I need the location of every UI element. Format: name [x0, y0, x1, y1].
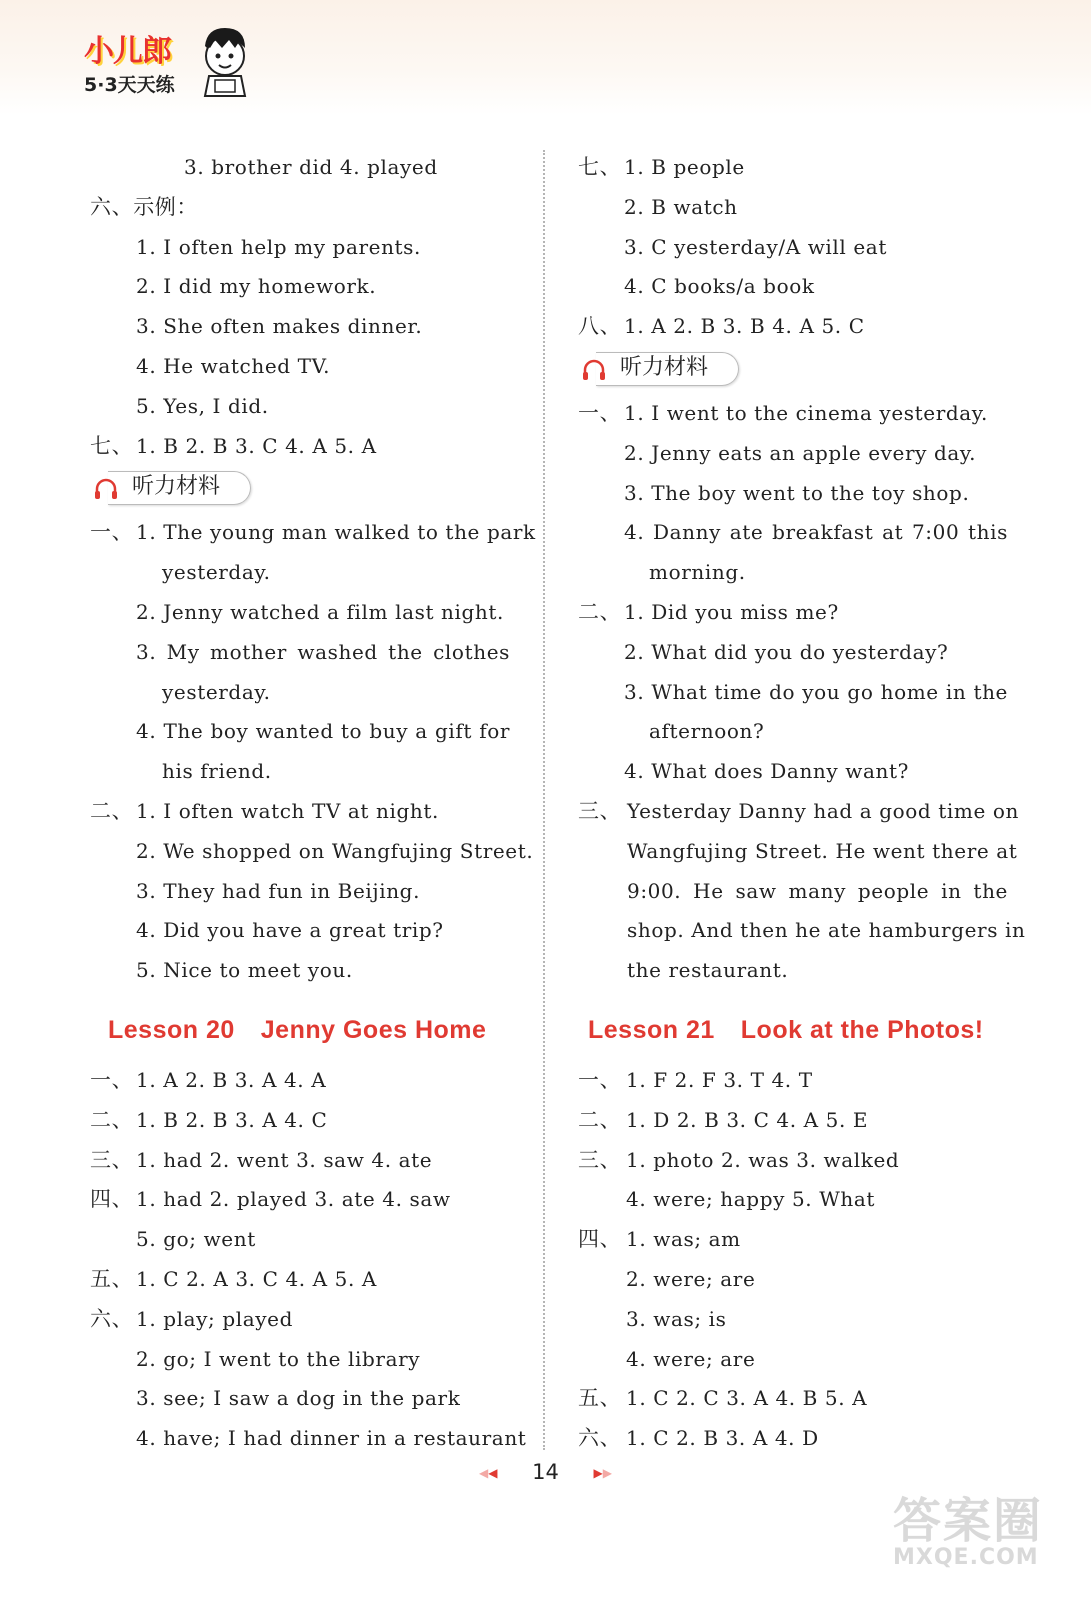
section-label: 三、 [90, 1147, 134, 1172]
section-label: 七、 [90, 433, 134, 458]
answer-text: 5. Yes, I did. [136, 393, 269, 418]
logo [84, 26, 175, 97]
answer-text: 2. B watch [624, 194, 738, 219]
answer-text: afternoon? [649, 719, 765, 744]
answer-text: yesterday. [162, 679, 271, 704]
lesson-number: Lesson 21 [588, 1015, 715, 1044]
answer-text: 4. He watched TV. [136, 353, 331, 378]
section-label: 三、 [578, 798, 622, 823]
right-column [578, 148, 1026, 1459]
headphone-icon [94, 478, 118, 504]
answer-text: 2. I did my homework. [136, 274, 377, 299]
lesson21-answers [578, 1061, 1018, 1459]
answer-text: 4. were; are [626, 1346, 756, 1371]
answer-text: 2. Jenny eats an apple every day. [624, 440, 977, 465]
answer-text: 1. B people [624, 155, 745, 179]
answer-row [90, 792, 520, 832]
answer-text: 5. go; went [136, 1227, 256, 1252]
headphone-icon [582, 359, 606, 385]
answer-row [578, 228, 1018, 268]
section-label: 四、 [90, 1187, 134, 1212]
answer-row [578, 872, 1018, 912]
answer-text: 4. What does Danny want? [624, 759, 909, 784]
answer-row [90, 673, 520, 713]
watermark-url: MXQE.COM [893, 1545, 1039, 1570]
answer-row [578, 1379, 1018, 1419]
lesson-title: Look at the Photos! [740, 1015, 984, 1044]
answer-row [578, 1419, 1018, 1459]
answer-row [90, 347, 520, 387]
lesson-title: Jenny Goes Home [260, 1015, 487, 1044]
answer-row [90, 148, 520, 188]
answer-row [578, 394, 1018, 434]
answer-text: Yesterday Danny had a good time on [627, 798, 1019, 823]
listening-material-tag [578, 347, 1018, 391]
tag-label: 听力材料 [132, 474, 221, 500]
answer-row [90, 1419, 527, 1459]
lesson-heading [578, 999, 1018, 1061]
section-label: 五、 [90, 1266, 134, 1291]
section-label: 五、 [578, 1386, 622, 1411]
answer-row [90, 513, 536, 553]
answer-text: 3. see; I saw a dog in the park [136, 1386, 461, 1411]
column-divider [543, 150, 545, 1450]
watermark-logo: 答案圈 [893, 1493, 1044, 1549]
answer-row [90, 1101, 520, 1141]
section-label: 六、 [578, 1426, 622, 1451]
mascot-icon [195, 24, 253, 102]
answer-row [578, 553, 1018, 593]
answer-text: 1. A 2. B 3. A 4. A [136, 1067, 327, 1092]
section-label: 三、 [578, 1147, 622, 1172]
answer-row [578, 1061, 1018, 1101]
answer-row [90, 593, 520, 633]
answer-text: shop. And then he ate hamburgers in [627, 918, 1026, 943]
section-label: 四、 [578, 1227, 622, 1252]
answer-text: 4. were; happy 5. What [626, 1187, 875, 1212]
answer-text: 2. go; I went to the library [136, 1346, 421, 1371]
answer-row [578, 1180, 1018, 1220]
answer-row [578, 712, 1018, 752]
answer-text: 1. Did you miss me? [624, 599, 839, 624]
section-label: 二、 [578, 599, 622, 624]
tag-label: 听力材料 [620, 354, 709, 380]
answer-row [90, 752, 520, 792]
next-arrow-icon: ▶ [602, 1466, 613, 1480]
answer-text: yesterday. [162, 560, 271, 585]
left-column [90, 148, 536, 1459]
answer-text: 4. Danny ate breakfast at 7:00 this [624, 520, 1008, 545]
answer-row [578, 911, 1026, 951]
answer-row [578, 752, 1018, 792]
answer-text: Wangfujing Street. He went there at [627, 838, 1018, 863]
answer-text: 3. My mother washed the clothes [136, 639, 510, 664]
answer-text: 1. I often watch TV at night. [136, 798, 439, 823]
answer-text: 2. What did you do yesterday? [624, 639, 949, 664]
answer-row [90, 633, 520, 673]
answer-row [578, 434, 1018, 474]
answer-text: 3. brother did 4. played [184, 155, 438, 179]
answer-text: 1. I often help my parents. [136, 234, 422, 259]
answer-row [90, 427, 520, 467]
section-label: 七、 [578, 155, 622, 179]
answer-row [90, 712, 520, 752]
answer-row [90, 307, 520, 347]
listening-material-tag [90, 466, 520, 510]
section-heading-text: 六、示例： [90, 194, 198, 219]
answer-row [90, 1141, 520, 1181]
answer-text: 1. had 2. played 3. ate 4. saw [136, 1187, 451, 1212]
answer-row [90, 1220, 520, 1260]
answer-row [578, 267, 1018, 307]
answer-text: 1. The young man walked to the park [136, 520, 536, 545]
next-arrow-icon: ▶ [593, 1466, 603, 1480]
answer-row [578, 1220, 1018, 1260]
answer-text: 3. was; is [626, 1306, 727, 1331]
answer-row [578, 951, 1018, 991]
answer-row [90, 1061, 520, 1101]
prev-arrow-icon: ◀ [488, 1466, 498, 1480]
prev-arrow-icon: ◀ [478, 1466, 489, 1480]
answer-text: 1. photo 2. was 3. walked [626, 1147, 900, 1172]
answer-row [90, 1379, 520, 1419]
lesson-number: Lesson 20 [108, 1015, 235, 1044]
answer-row [90, 872, 520, 912]
section-label: 一、 [90, 520, 134, 545]
answer-text: 1. play; played [136, 1306, 294, 1331]
section-label: 二、 [90, 798, 134, 823]
logo-subtitle: 5·3天天练 [84, 74, 175, 96]
watermark [893, 1482, 1043, 1570]
answer-row [578, 474, 1018, 514]
answer-row [578, 633, 1018, 673]
answer-row [578, 1101, 1018, 1141]
lesson-heading [90, 999, 520, 1061]
answer-row [578, 1260, 1018, 1300]
lesson20-answers [90, 1061, 527, 1459]
answer-row [90, 1300, 520, 1340]
answer-row [578, 307, 1018, 347]
answer-row [578, 593, 1018, 633]
logo-title: 小儿郎 [84, 34, 171, 69]
answer-row [578, 792, 1018, 832]
answer-row [578, 188, 1018, 228]
answer-row [90, 911, 520, 951]
page-number: 14 [532, 1460, 559, 1484]
answer-text: 1. was; am [626, 1227, 741, 1252]
answer-text: 1. A 2. B 3. B 4. A 5. C [624, 314, 865, 339]
answer-text: 9:00. He saw many people in the [627, 878, 1008, 903]
section-heading [90, 188, 520, 228]
section-label: 一、 [90, 1067, 134, 1092]
answer-row [90, 387, 520, 427]
answer-text: 5. Nice to meet you. [136, 958, 353, 983]
answer-row [578, 1340, 1018, 1380]
answer-row [90, 1260, 520, 1300]
answer-row [90, 951, 520, 991]
answer-row [578, 513, 1018, 553]
answer-text: 1. B 2. B 3. C 4. A 5. A [136, 433, 377, 458]
answer-row [578, 148, 1018, 188]
answer-text: 1. I went to the cinema yesterday. [624, 400, 988, 425]
answer-row [90, 228, 520, 268]
section-label: 一、 [578, 1067, 622, 1092]
answer-text: 1. C 2. B 3. A 4. D [626, 1426, 819, 1451]
answer-text: the restaurant. [627, 958, 789, 983]
answer-row [90, 832, 534, 872]
answer-text: 4. have; I had dinner in a restaurant [136, 1426, 527, 1451]
answer-text: 1. F 2. F 3. T 4. T [626, 1067, 813, 1092]
section-label: 八、 [578, 314, 622, 339]
answer-row [578, 1141, 1018, 1181]
section-label: 一、 [578, 400, 622, 425]
answer-text: 3. She often makes dinner. [136, 314, 423, 339]
answer-text: 2. Jenny watched a film last night. [136, 599, 505, 624]
section-label: 二、 [90, 1107, 134, 1132]
answer-row [578, 673, 1018, 713]
answer-text: 2. were; are [626, 1266, 756, 1291]
answer-text: morning. [649, 560, 746, 585]
answer-text: 4. Did you have a great trip? [136, 918, 444, 943]
answer-row [90, 553, 520, 593]
answer-row [578, 1300, 1018, 1340]
section-label: 六、 [90, 1306, 134, 1331]
answer-text: 4. The boy wanted to buy a gift for [136, 719, 510, 744]
answer-text: 2. We shopped on Wangfujing Street. [136, 838, 534, 863]
answer-row [90, 267, 520, 307]
answer-row [90, 1180, 520, 1220]
answer-text: 3. C yesterday/A will eat [624, 234, 887, 259]
section-label: 二、 [578, 1107, 622, 1132]
answer-text: 1. had 2. went 3. saw 4. ate [136, 1147, 433, 1172]
answer-text: 3. What time do you go home in the [624, 679, 1008, 704]
answer-row [578, 832, 1018, 872]
answer-text: 3. The boy went to the toy shop. [624, 480, 970, 505]
answer-text: his friend. [162, 759, 272, 784]
answer-text: 3. They had fun in Beijing. [136, 878, 421, 903]
answer-text: 1. B 2. B 3. A 4. C [136, 1107, 328, 1132]
answer-text: 1. C 2. C 3. A 4. B 5. A [626, 1386, 868, 1411]
answer-text: 1. C 2. A 3. C 4. A 5. A [136, 1266, 377, 1291]
answer-text: 1. D 2. B 3. C 4. A 5. E [626, 1107, 869, 1132]
answer-row [90, 1340, 520, 1380]
answer-text: 4. C books/a book [624, 274, 815, 299]
